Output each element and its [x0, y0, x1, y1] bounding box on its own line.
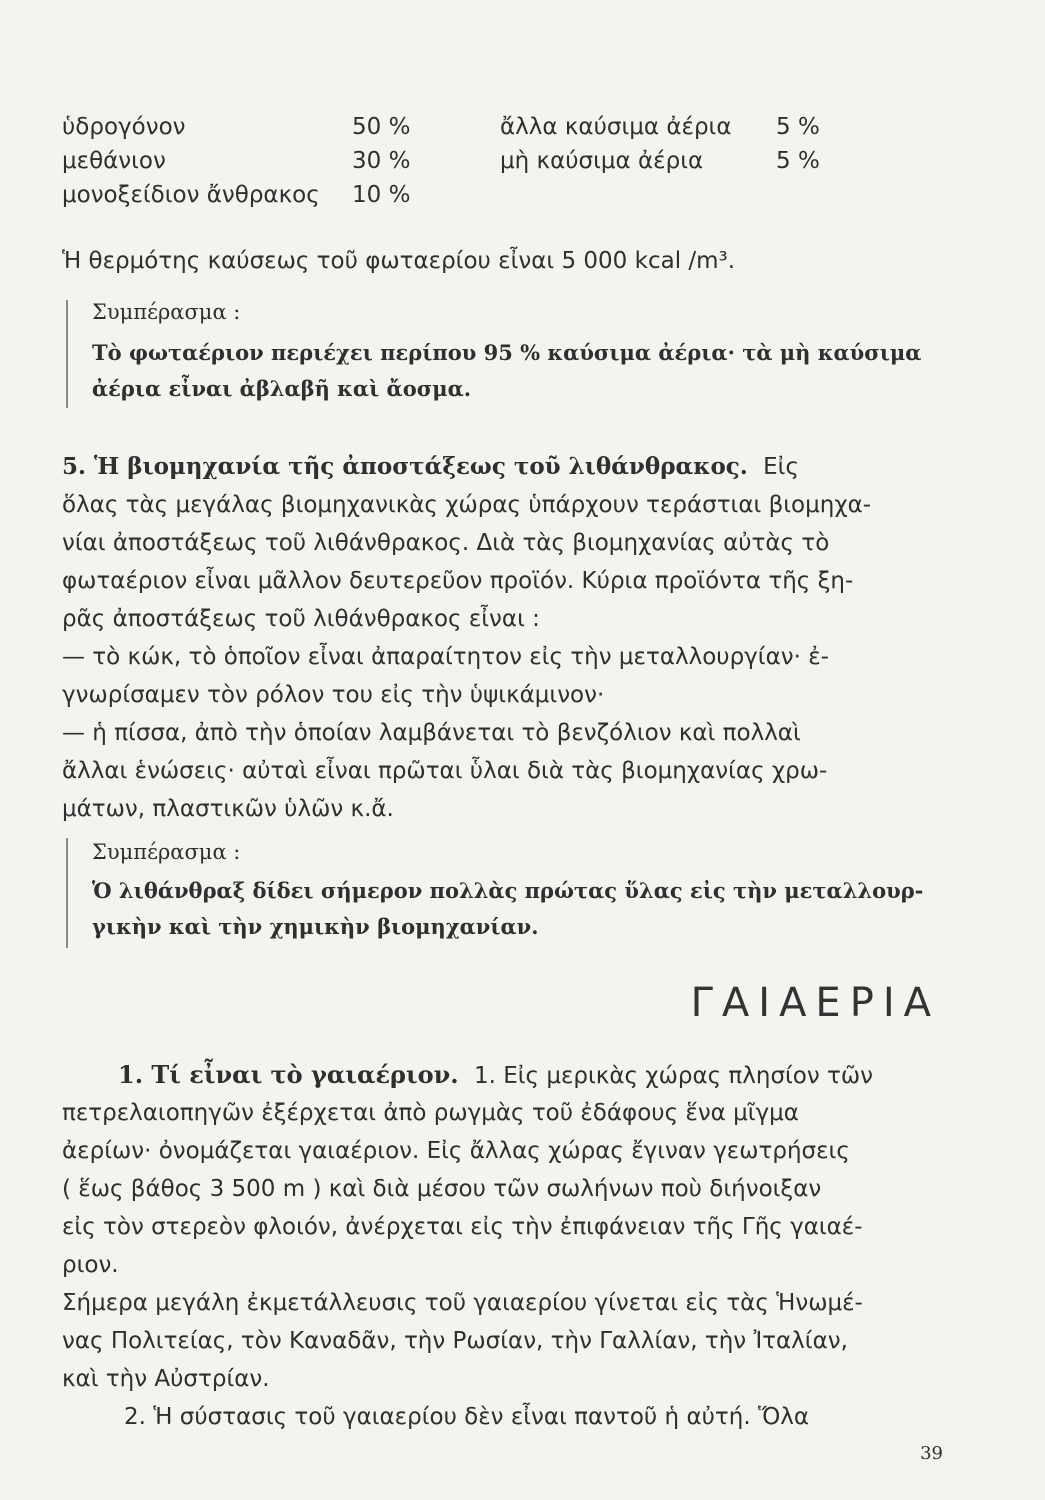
paragraph-line: ὅλας τὰς μεγάλας βιομηχανικὰς χώρας ὑπάρχουν τεράστιαι βιομηχα- — [62, 492, 872, 518]
paragraph-text: 1. Εἰς μερικὰς χώρας πλησίον τῶν — [473, 1063, 873, 1089]
other-gas-percent: 5 % — [776, 114, 820, 140]
conclusion-text: Τὸ φωταέριον περιέχει περίπου 95 % καύσιμα ἀέρια· τὰ μὴ καύσιμα — [92, 340, 922, 365]
paragraph-line: εἰς τὸν στερεὸν φλοιόν, ἀνέρχεται εἰς τὴν ἐπιφάνειαν τῆς Γῆς γαιαέ- — [62, 1214, 863, 1240]
section-5-first-line — [62, 450, 942, 484]
paragraph-line: νίαι ἀποστάξεως τοῦ λιθάνθρακος. Διὰ τὰς βιομηχανίας αὐτὰς τὸ — [62, 530, 830, 556]
section-title: ΓΑΙΑΕΡΙΑ — [690, 980, 940, 1026]
other-gas-name: μὴ καύσιμα ἀέρια — [500, 148, 704, 174]
paragraph-line: γνωρίσαμεν τὸν ρόλον του εἰς τὴν ὑψικάμινον· — [62, 682, 605, 708]
paragraph-line: ( ἕως βάθος 3 500 m ) καὶ διὰ μέσου τῶν σωλήνων ποὺ διήνοιξαν — [62, 1176, 822, 1202]
gas-name: μεθάνιον — [62, 148, 166, 174]
paragraph-line: νας Πολιτείας, τὸν Καναδᾶν, τὴν Ρωσίαν, τὴν Γαλλίαν, τὴν Ἰταλίαν, — [62, 1328, 848, 1354]
paragraph-line: — ἡ πίσσα, ἀπὸ τὴν ὁποίαν λαμβάνεται τὸ βενζόλιον καὶ πολλαὶ — [62, 720, 801, 746]
conclusion-text: Ὁ λιθάνθραξ δίδει σήμερον πολλὰς πρώτας ὕλας εἰς τὴν μεταλλουρ- — [92, 878, 924, 903]
gas-percent: 10 % — [352, 182, 411, 208]
paragraph-line: 2. Ἡ σύστασις τοῦ γαιαερίου δὲν εἶναι παντοῦ ἡ αὐτή. Ὅλα — [124, 1404, 810, 1430]
paragraph-line: ριον. — [62, 1252, 119, 1278]
paragraph-line: ἀερίων· ὀνομάζεται γαιαέριον. Εἰς ἄλλας χώρας ἔγιναν γεωτρήσεις — [62, 1138, 850, 1164]
other-gas-name: ἄλλα καύσιμα ἀέρια — [500, 114, 732, 140]
paragraph-line: — τὸ κώκ, τὸ ὁποῖον εἶναι ἀπαραίτητον εἰς τὴν μεταλλουργίαν· ἐ- — [62, 644, 829, 670]
gas-name: ὑδρογόνον — [62, 114, 186, 140]
gas-name: μονοξείδιον ἄνθρακος — [62, 182, 320, 208]
conclusion-title: Συμπέρασμα : — [92, 300, 241, 324]
gas-percent: 50 % — [352, 114, 411, 140]
paragraph-line: Σήμερα μεγάλη ἐκμετάλλευσις τοῦ γαιαερίου γίνεται εἰς τὰς Ἡνωμέ- — [62, 1290, 863, 1316]
conclusion-text: ἀέρια εἶναι ἀβλαβῆ καὶ ἄοσμα. — [92, 376, 472, 401]
conclusion-bar — [66, 838, 68, 948]
conclusion-bar — [66, 300, 68, 408]
paragraph-line: μάτων, πλαστικῶν ὑλῶν κ.ἄ. — [62, 796, 394, 822]
paragraph-line: πετρελαιοπηγῶν ἐξέρχεται ἀπὸ ρωγμὰς τοῦ ἐδάφους ἕνα μῖγμα — [62, 1100, 799, 1126]
paragraph-line: ἄλλαι ἑνώσεις· αὐταὶ εἶναι πρῶται ὗλαι διὰ τὰς βιομηχανίας χρω- — [62, 758, 828, 784]
paragraph-line: καὶ τὴν Αὐστρίαν. — [62, 1366, 270, 1392]
page-number: 39 — [920, 1443, 943, 1464]
paragraph-line: ρᾶς ἀποστάξεως τοῦ λιθάνθρακος εἶναι : — [62, 606, 540, 632]
gas-percent: 30 % — [352, 148, 411, 174]
section-heading-inline: 1. Τί εἶναι τὸ γαιαέριον. — [118, 1060, 459, 1089]
paragraph-text: Εἰς — [763, 454, 799, 480]
conclusion-text: γικὴν καὶ τὴν χημικὴν βιομηχανίαν. — [92, 914, 539, 939]
other-gas-percent: 5 % — [776, 148, 820, 174]
section-heading-inline: 5. Ἡ βιομηχανία τῆς ἀποστάξεως τοῦ λιθάνθρακος. — [62, 453, 748, 480]
section-1-first-line — [62, 1058, 942, 1093]
heat-value-line: Ἡ θερμότης καύσεως τοῦ φωταερίου εἶναι 5 000 kcal /m³. — [62, 248, 736, 274]
conclusion-title: Συμπέρασμα : — [92, 840, 241, 864]
paragraph-line: φωταέριον εἶναι μᾶλλον δευτερεῦον προϊόν. Κύρια προϊόντα τῆς ξη- — [62, 568, 854, 594]
